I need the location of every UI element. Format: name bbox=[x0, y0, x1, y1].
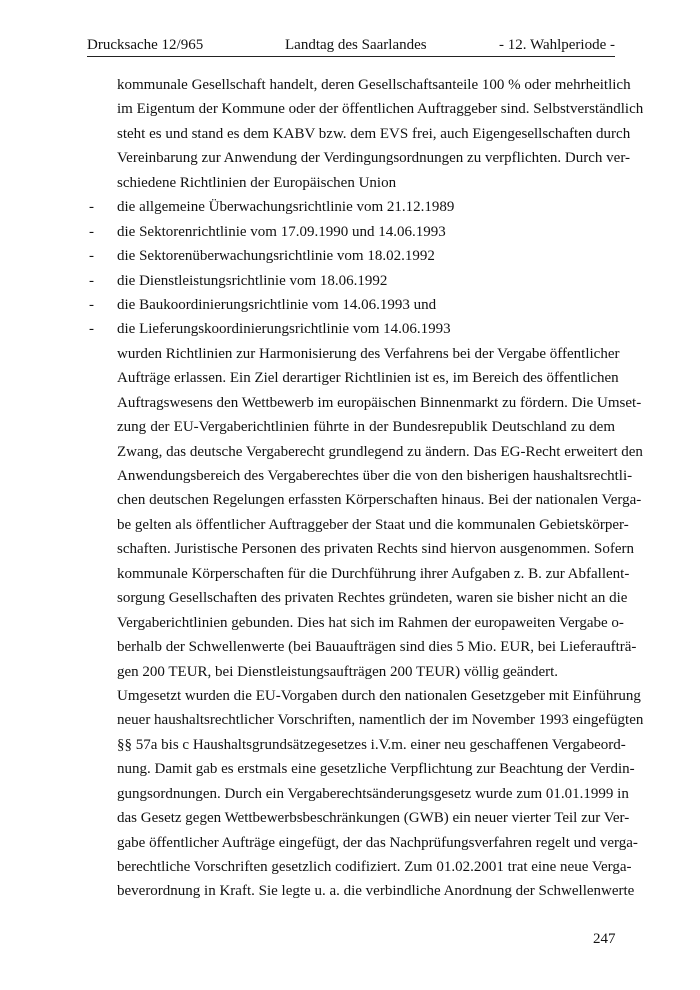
text-line: sorgung Gesellschaften des privaten Rechtes gründeten, waren sie bisher nicht an die bbox=[117, 590, 628, 607]
text-line: chen deutschen Regelungen erfassten Körperschaften hinaus. Bei der nationalen Verga- bbox=[117, 492, 642, 509]
text-line: §§ 57a bis c Haushaltsgrundsätzegesetzes i.V.m. einer neu geschaffenen Vergabeord- bbox=[117, 736, 626, 753]
text-line: im Eigentum der Kommune oder der öffentlichen Auftraggeber sind. Selbstverständlich bbox=[117, 101, 644, 118]
text-line: schaften. Juristische Personen des privaten Rechts sind hiervon ausgenommen. Sofern bbox=[117, 541, 634, 558]
paragraph-3 bbox=[117, 684, 644, 904]
page-header bbox=[87, 36, 615, 57]
list-item bbox=[89, 244, 615, 268]
text-line: neuer haushaltsrechtlicher Vorschriften, namentlich der im November 1993 eingefügten bbox=[117, 712, 644, 729]
bullet-dash: - bbox=[89, 199, 94, 216]
text-line: Vergaberichtlinien gebunden. Dies hat sich im Rahmen der europaweiten Vergabe o- bbox=[117, 614, 624, 631]
list-item-text: die Sektorenrichtlinie vom 17.09.1990 und 14.06.1993 bbox=[117, 223, 446, 240]
list-item bbox=[89, 293, 615, 317]
list-item bbox=[89, 195, 615, 219]
text-line: schiedene Richtlinien der Europäischen Union bbox=[117, 174, 397, 191]
text-line: das Gesetz gegen Wettbewerbsbeschränkungen (GWB) ein neuer vierter Teil zur Ver- bbox=[117, 810, 630, 827]
text-line: Umgesetzt wurden die EU-Vorgaben durch den nationalen Gesetzgeber mit Einführung bbox=[117, 687, 641, 704]
text-line: gabe öffentlicher Aufträge eingefügt, der das Nachprüfungsverfahren regelt und verga- bbox=[117, 834, 638, 851]
text-line: kommunale Körperschaften für die Durchführung ihrer Aufgaben z. B. zur Abfallent- bbox=[117, 565, 630, 582]
text-line: beverordnung in Kraft. Sie legte u. a. die verbindliche Anordnung der Schwellenwerte bbox=[117, 883, 635, 900]
text-line: kommunale Gesellschaft handelt, deren Gesellschaftsanteile 100 % oder mehrheitlich bbox=[117, 77, 631, 93]
text-line: Vereinbarung zur Anwendung der Verdingungsordnungen zu verpflichten. Durch ver- bbox=[117, 150, 631, 167]
list-item bbox=[89, 269, 615, 293]
text-line: Aufträge erlassen. Ein Ziel derartiger Richtlinien ist es, im Bereich des öffentlichen bbox=[117, 370, 619, 387]
list-item-text: die Dienstleistungsrichtlinie vom 18.06.1992 bbox=[117, 272, 388, 289]
header-document-number: Drucksache 12/965 bbox=[87, 37, 204, 53]
bullet-dash: - bbox=[89, 321, 94, 338]
list-item bbox=[89, 317, 615, 341]
text-line: be gelten als öffentlicher Auftraggeber der Staat und die kommunalen Gebietskörper- bbox=[117, 516, 629, 533]
header-parliament: Landtag des Saarlandes bbox=[285, 37, 427, 53]
text-line: zung der EU-Vergaberichtlinien führte in der Bundesrepublik Deutschland zu dem bbox=[117, 419, 615, 436]
bullet-dash: - bbox=[89, 272, 94, 289]
text-line: berechtliche Vorschriften gesetzlich codifiziert. Zum 01.02.2001 trat eine neue Verga- bbox=[117, 859, 632, 875]
body-text bbox=[89, 73, 644, 904]
page-number: 247 bbox=[593, 931, 616, 947]
bullet-dash: - bbox=[89, 223, 94, 240]
directive-list bbox=[89, 195, 615, 342]
list-item-text: die Lieferungskoordinierungsrichtlinie vom 14.06.1993 bbox=[117, 321, 451, 338]
text-line: wurden Richtlinien zur Harmonisierung des Verfahrens bei der Vergabe öffentlicher bbox=[117, 345, 620, 362]
header-period: - 12. Wahlperiode - bbox=[499, 37, 615, 53]
text-line: gen 200 TEUR, bei Dienstleistungsaufträgen 200 TEUR) völlig geändert. bbox=[117, 663, 559, 680]
list-item bbox=[89, 220, 615, 244]
text-line: Auftragswesens den Wettbewerb im europäischen Binnenmarkt zu fördern. Die Umset- bbox=[117, 394, 642, 411]
text-line: Anwendungsbereich des Vergaberechtes über die von den bisherigen haushaltsrechtli- bbox=[117, 468, 633, 484]
list-item-text: die Sektorenüberwachungsrichtlinie vom 18.02.1992 bbox=[117, 248, 435, 265]
text-line: nung. Damit gab es erstmals eine gesetzliche Verpflichtung zur Beachtung der Verdin- bbox=[117, 761, 635, 778]
text-line: berhalb der Schwellenwerte (bei Bauaufträgen sind dies 5 Mio. EUR, bei Lieferaufträ- bbox=[117, 639, 637, 656]
text-line: steht es und stand es dem KABV bzw. dem EVS frei, auch Eigengesellschaften durch bbox=[117, 125, 631, 142]
list-item-text: die allgemeine Überwachungsrichtlinie vom 21.12.1989 bbox=[117, 199, 455, 216]
list-item-text: die Baukoordinierungsrichtlinie vom 14.06.1993 und bbox=[117, 296, 437, 313]
text-line: gungsordnungen. Durch ein Vergaberechtsänderungsgesetz wurde zum 01.01.1999 in bbox=[117, 785, 629, 802]
bullet-dash: - bbox=[89, 248, 94, 265]
paragraph-1 bbox=[117, 73, 644, 195]
text-line: Zwang, das deutsche Vergaberecht grundlegend zu ändern. Das EG-Recht erweitert den bbox=[117, 443, 643, 460]
bullet-dash: - bbox=[89, 296, 94, 313]
paragraph-2 bbox=[117, 342, 643, 684]
